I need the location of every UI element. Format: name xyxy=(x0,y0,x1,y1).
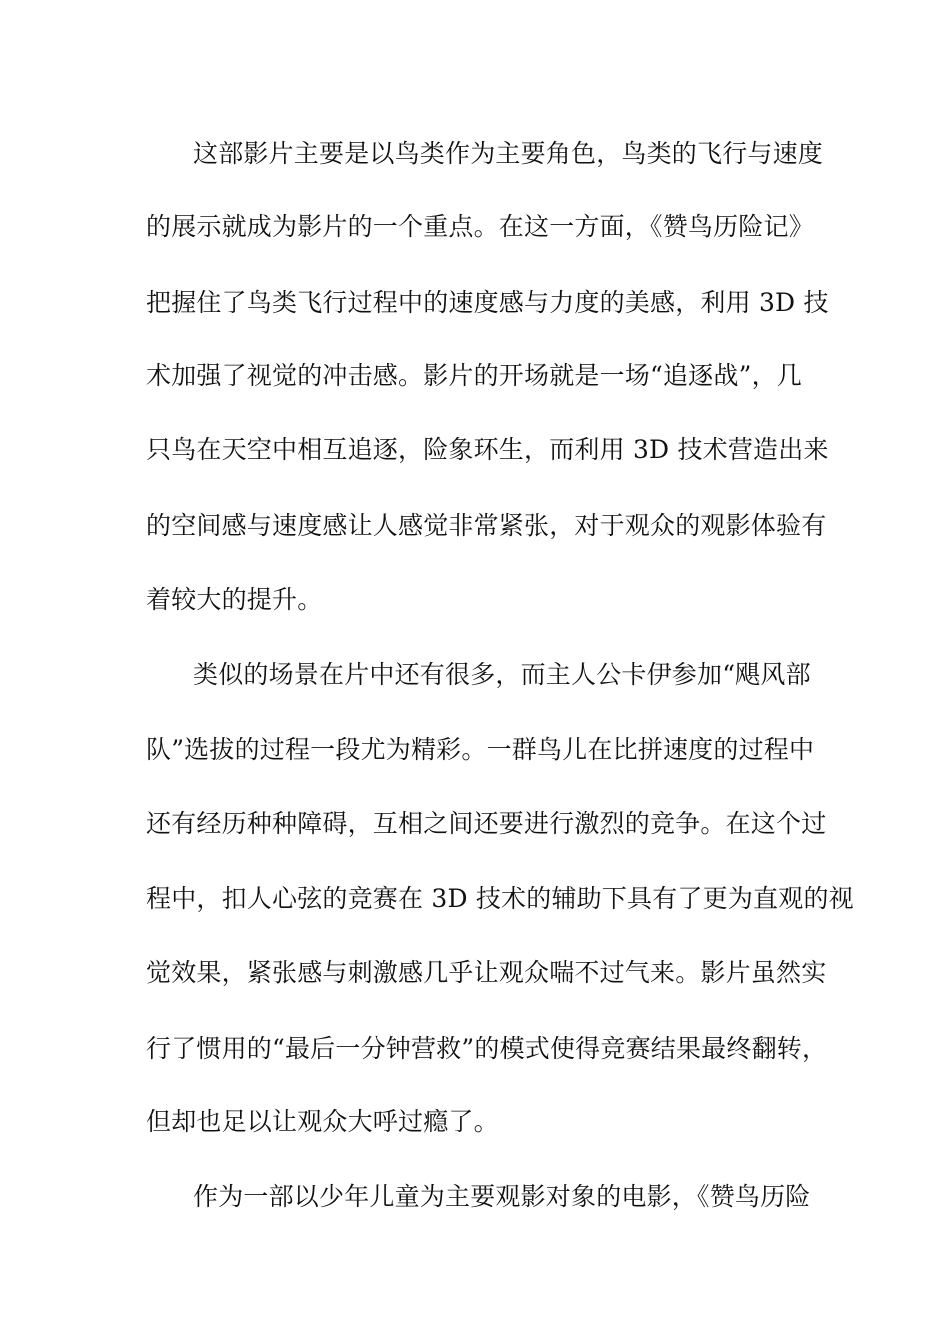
paragraph-1-line-3: 把握住了鸟类飞行过程中的速度感与力度的美感，利用 3D 技 xyxy=(146,288,829,317)
paragraph-2-line-2: 队”选拔的过程一段尤为精彩。一群鸟儿在比拼速度的过程中 xyxy=(146,735,815,764)
paragraph-2-line-1: 类似的场景在片中还有很多，而主人公卡伊参加“飓风部 xyxy=(193,660,811,689)
paragraph-1-line-7: 着较大的提升。 xyxy=(146,585,323,614)
paragraph-2-line-6: 行了惯用的“最后一分钟营救”的模式使得竞赛结果最终翻转， xyxy=(146,1034,828,1063)
paragraph-1-line-2: 的展示就成为影片的一个重点。在这一方面，《赞鸟历险记》 xyxy=(146,212,814,241)
paragraph-2-line-3: 还有经历种种障碍，互相之间还要进行激烈的竞争。在这个过 xyxy=(146,809,827,838)
paragraph-3-line-1: 作为一部以少年儿童为主要观影对象的电影，《赞鸟历险 xyxy=(193,1182,811,1211)
paragraph-2-line-4: 程中，扣人心弦的竞赛在 3D 技术的辅助下具有了更为直观的视 xyxy=(146,884,854,913)
paragraph-1-line-5: 只鸟在天空中相互追逐，险象环生，而利用 3D 技术营造出来 xyxy=(146,435,829,464)
paragraph-1-line-6: 的空间感与速度感让人感觉非常紧张，对于观众的观影体验有 xyxy=(146,511,827,540)
paragraph-2-line-5: 觉效果，紧张感与刺激感几乎让观众喘不过气来。影片虽然实 xyxy=(146,958,827,987)
paragraph-2-line-7: 但却也足以让观众大呼过瘾了。 xyxy=(146,1107,499,1136)
paragraph-1-line-4: 术加强了视觉的冲击感。影片的开场就是一场“追逐战”，几 xyxy=(146,361,802,390)
paragraph-1-line-1: 这部影片主要是以鸟类作为主要角色，鸟类的飞行与速度 xyxy=(193,139,824,168)
